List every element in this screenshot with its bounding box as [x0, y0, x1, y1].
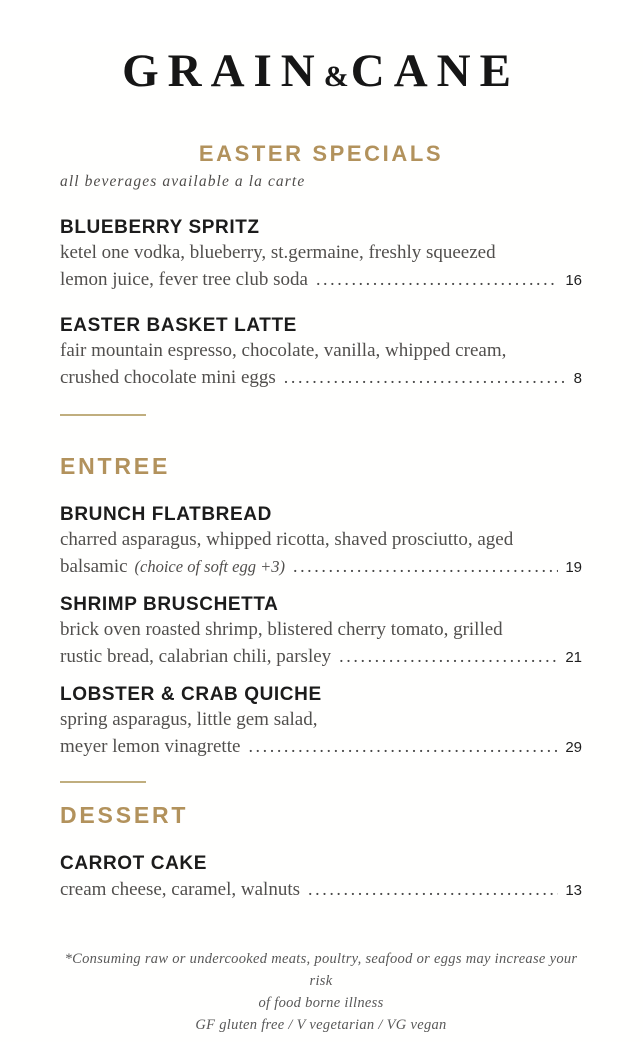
item-description-line2	[60, 643, 582, 671]
dot-leader	[339, 643, 558, 670]
item-price: 16	[565, 272, 582, 289]
section-divider	[60, 414, 146, 416]
dot-leader	[248, 733, 558, 760]
logo-ampersand: &	[323, 60, 349, 93]
item-description-line1: charred asparagus, whipped ricotta, shaved prosciutto, aged	[60, 529, 514, 550]
menu-item-lobster-crab-quiche	[60, 683, 582, 761]
menu-page	[0, 42, 643, 1042]
item-description-line1: spring asparagus, little gem salad,	[60, 709, 318, 730]
item-description-line1: brick oven roasted shrimp, blistered cherry tomato, grilled	[60, 619, 503, 640]
item-name: CARROT CAKE	[60, 853, 207, 874]
restaurant-logo	[60, 42, 582, 106]
item-description-text: crushed chocolate mini eggs	[60, 367, 276, 388]
dot-leader	[293, 553, 558, 580]
item-name: BRUNCH FLATBREAD	[60, 504, 272, 525]
menu-item-shrimp-bruschetta	[60, 593, 582, 671]
item-description-text: meyer lemon vinagrette	[60, 736, 241, 757]
footer-disclaimer	[60, 948, 582, 1036]
item-description-line2	[60, 876, 582, 904]
item-name: SHRIMP BRUSCHETTA	[60, 594, 279, 615]
dot-leader	[284, 364, 567, 391]
item-name: BLUEBERRY SPRITZ	[60, 217, 260, 238]
dot-leader	[308, 876, 558, 903]
item-description-text: cream cheese, caramel, walnuts	[60, 879, 301, 900]
item-price: 21	[565, 649, 582, 666]
item-description-line2	[60, 364, 582, 392]
item-description-text: rustic bread, calabrian chili, parsley	[60, 646, 332, 667]
item-price: 8	[573, 370, 582, 387]
dot-leader	[316, 266, 558, 293]
menu-item-brunch-flatbread	[60, 503, 582, 581]
item-description-line1: fair mountain espresso, chocolate, vanilla, whipped cream,	[60, 340, 507, 361]
disclaimer-line2: of food borne illness	[258, 995, 384, 1011]
menu-item-carrot-cake	[60, 852, 582, 904]
item-name: EASTER BASKET LATTE	[60, 315, 297, 336]
disclaimer-line1: *Consuming raw or undercooked meats, poultry, seafood or eggs may increase your risk	[64, 951, 578, 989]
item-price: 29	[565, 739, 582, 756]
section-heading-easter-specials: EASTER SPECIALS	[198, 141, 444, 166]
item-price: 13	[565, 882, 582, 899]
section-dessert	[60, 801, 582, 904]
section-entree	[60, 452, 582, 761]
section-divider	[60, 781, 146, 783]
menu-item-easter-basket-latte	[60, 314, 582, 392]
logo-word-left: GRAIN	[122, 45, 324, 97]
item-description-line2	[60, 733, 582, 761]
section-easter-specials	[60, 142, 582, 392]
dietary-legend: GF gluten free / V vegetarian / VG vegan	[195, 1017, 447, 1033]
item-description-line2	[60, 266, 582, 294]
item-option-note: (choice of soft egg +3)	[134, 557, 285, 576]
item-name: LOBSTER & CRAB QUICHE	[60, 684, 322, 705]
item-description-line2	[60, 553, 582, 581]
item-description-text: balsamic	[60, 556, 128, 577]
section-heading-dessert: DESSERT	[60, 802, 189, 828]
item-description-text: lemon juice, fever tree club soda	[60, 269, 308, 290]
beverages-note: all beverages available a la carte	[60, 173, 306, 190]
logo-word-right: CANE	[350, 45, 520, 97]
menu-item-blueberry-spritz	[60, 216, 582, 294]
item-price: 19	[565, 559, 582, 576]
item-description-line1: ketel one vodka, blueberry, st.germaine, freshly squeezed	[60, 242, 496, 263]
section-heading-entree: ENTREE	[60, 453, 171, 479]
